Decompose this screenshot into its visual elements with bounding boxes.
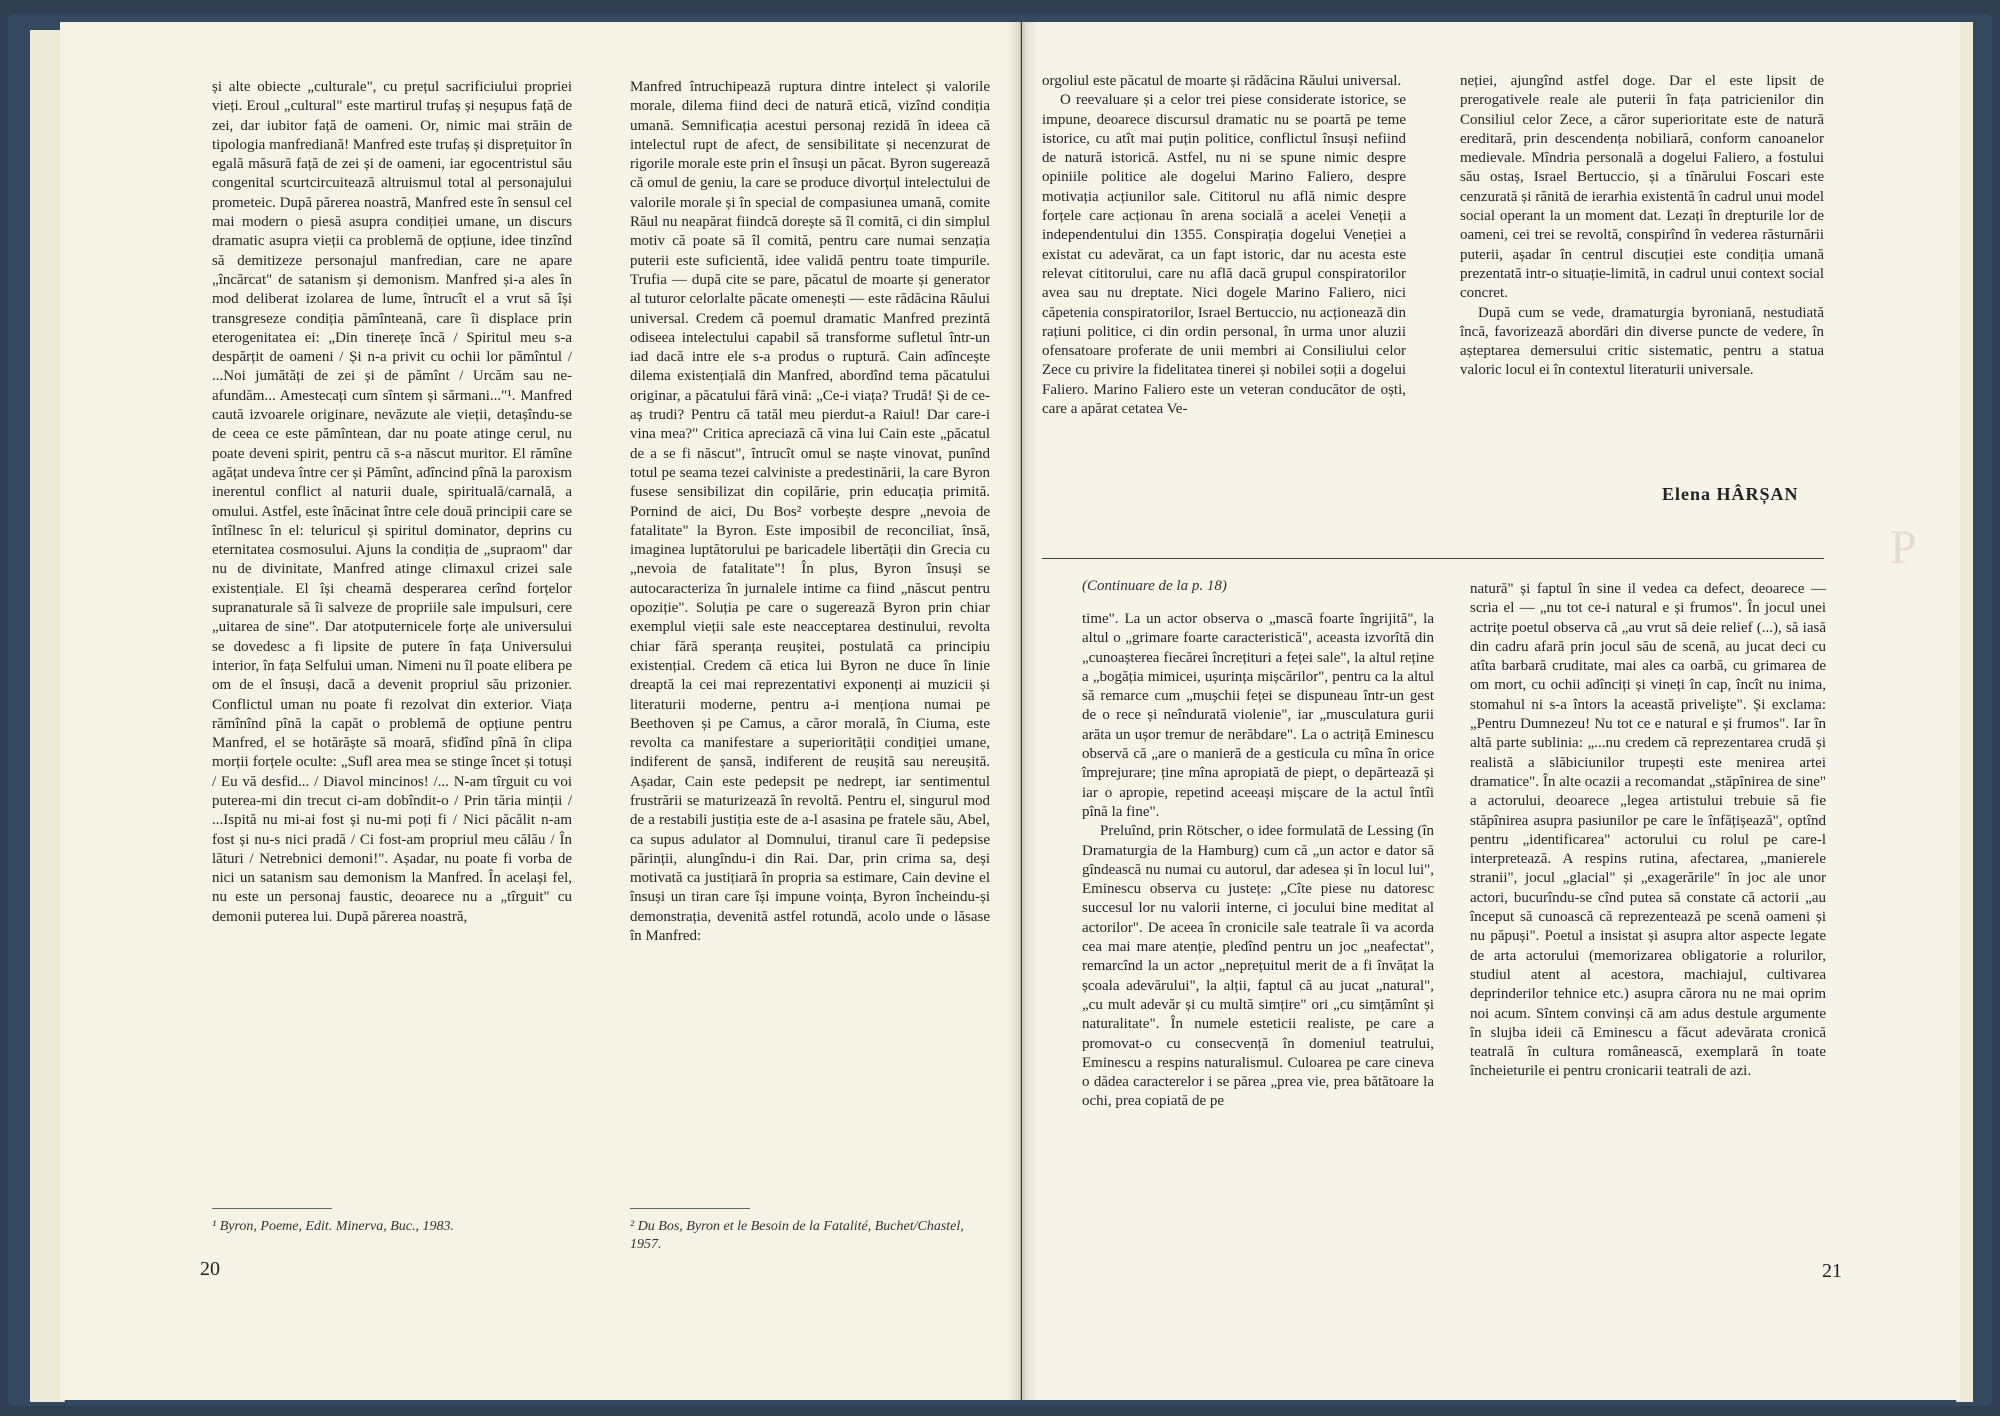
footnote-2: ² Du Bos, Byron et le Besoin de la Fatalité, Buchet/Chastel, 1957. bbox=[630, 1219, 964, 1252]
right-page-column-2 bbox=[1460, 72, 1824, 381]
footnote-rule-2 bbox=[630, 1208, 750, 1209]
faded-show-through-glyph: Р bbox=[1890, 521, 1917, 574]
right-page-column-1 bbox=[1042, 72, 1406, 419]
right-page bbox=[1022, 22, 1960, 1400]
right-page-column-3 bbox=[1082, 610, 1434, 1112]
paragraph: Manfred întruchipează ruptura dintre intelect și valorile morale, dilema fiind deci de natură etică, vizînd condiția umană. Semnificația acestui personaj rezidă în ideea că intelectul rupt de afect, de sensibilitate și necenzurat de rigorile morale este prin el însuși un păcat. Byron sugerează că omul de geniu, la care se produce divorțul intelectului de valorile morale și în special de compasiunea umană, comite Răul nu neapărat fiindcă dorește să îl comită, ci din simplul motiv că poate să îl comită, pentru care numai senzația puterii este suficientă, idee validă pentru toate timpurile. Trufia — după cite se pare, păcatul de moarte și generator al tuturor celorlalte păcate omenești — este rădăcina Răului universal. Credem că poemul dramatic Manfred prezintă odiseea intelectului capabil să transforme sufletul într-un iad dacă intre ele s-a produs o ruptură. Cain adîncește dilema existențială din Manfred, abordînd tema păcatului originar, a păcatului fără vină: „Ce-i viața? Trudă! Și de ce-aș trudi? Pentru că tatăl meu pierdut-a Raiul! Dar care-i vina mea?" Critica apreciază că vina lui Cain este „păcatul de a se fi născut", întrucît omul se naște vinovat, punînd totul pe seama tezei calviniste a predestinării, la care Byron fusese sensibilizat din copilărie, prin educația primită. Pornind de aici, Du Bos² vorbește despre „nevoia de fatalitate" la Byron. Este imposibil de reconciliat, însă, imaginea luptătorului pe baricadele libertății din Grecia cu „nevoia de fatalitate"! În plus, Byron însuși se autocaracteriza în jurnalele intime ca fiind „născut pentru opoziție". Soluția pe care o sugerează Byron prin chiar exemplul vieții sale este neacceptarea destinului, revolta chiar fără speranța reușitei, postulată ca principiu existențial. Credem că etica lui Byron ne duce în linie dreaptă la cei mai reprezentativi exponenți ai muzicii și literaturii moderne, pentru a-i menționa numai pe Beethoven și pe Camus, a căror morală, în Ciuma, este revolta ca manifestare a superiorității condiției umane, indiferent de șansă, indiferent de reușită sau nereușită. Așadar, Cain este pedepsit pe nedrept, iar sentimentul frustrării se maturizează în revoltă. Pentru el, singurul mod de a restabili justiția este de a-l asasina pe fratele său, Abel, ca supus adulator al Domnului, tiranul care îi pedepsise părinții, alungîndu-i din Rai. Dar, prin crima sa, deși motivată ca justițiară în propria sa estimare, Cain devine el însuși un tiran care își impune voința, Byron încheindu-și demonstrația, devenită astfel rotundă, acolo unde o lăsase în Manfred: bbox=[630, 79, 990, 945]
paragraph: După cum se vede, dramaturgia byroniană, nestudiată încă, favorizează abordări din diverse puncte de vedere, în așteptarea demersului critic sistematic, pentru a statua valoric locul ei în contextul literaturii universale. bbox=[1460, 304, 1824, 379]
paragraph: O reevaluare și a celor trei piese considerate istorice, se impune, deoarece discursul dramatic nu se poartă pe teme istorice, cu atît mai puțin politice, conflictul însuși nefiind de natură istorică. Astfel, nu ni se spune nimic despre opiniile politice ale dogelui Marino Faliero, despre motivația acțiunilor sale. Cititorul nu află nimic despre forțele care acționau în arena socială a acelei Veneții a independentului din 1355. Conspirația dogelui Veneției a existat cu adevărat, ca un fapt istoric, dar nu acesta este relevat cititorului, care nu află dacă grupul conspiratorilor avea sau nu dreptate. Nici dogele Marino Faliero, nici căpetenia conspiratorilor, Israel Bertuccio, nu acționează din rațiuni politice, ci din ordin personal, în urma unor aluzii ofensatoare proferate de unii membri ai Consiliului celor Zece cu privire la fidelitatea tinerei și nobilei soții a dogelui Faliero. Marino Faliero este un veteran conducător de oști, care a apărat cetatea Ve- bbox=[1042, 92, 1406, 418]
left-page-column-2 bbox=[630, 78, 990, 946]
left-page bbox=[60, 22, 1021, 1400]
footnote-1: ¹ Byron, Poeme, Edit. Minerva, Buc., 1983. bbox=[212, 1219, 455, 1234]
left-page-column-1 bbox=[212, 78, 572, 927]
section-divider bbox=[1042, 558, 1824, 559]
paragraph: Preluînd, prin Rötscher, o idee formulată de Lessing (în Dramaturgia de la Hamburg) cum că „un actor e dator să gîndească nu numai cu autorul, dar adesea și în locul lui", Eminescu observa cu justețe: „Cîte piese nu datoresc succesul lor nu valorii interne, ci jocului bine meditat al actorilor". De aceea în cronicile sale teatrale îi va acorda cea mai mare atenție, pledînd pentru un joc „neafectat", remarcînd la un actor „neprețuitul merit de a fi învățat la școala adevărului", la alții, faptul că au jucat „natural", „cu mult adevăr și cu multă simțire" ori „cu simțămînt și naturalitate". În numele esteticii realiste, pe care a promovat-o cu consecvență în domeniul teatrului, Eminescu a respins naturalismul. Culoarea pe care cineva o dădea caracterelor i se părea „prea vie, prea bătătoare la ochi, prea copiată de pe bbox=[1082, 823, 1434, 1110]
paragraph: și alte obiecte „culturale", cu prețul sacrificiului propriei vieți. Eroul „cultural" este martirul trufaș și neșupus față de zei, dar iubitor față de oameni. Or, nimic mai străin de tipologia manfrediană! Manfred este trufaș și disprețuitor în egală măsură față de zei și de oameni, iar egocentristul său congenital scurtcircuitează altruismul total al personajului prometeic. După părerea noastră, Manfred este în sensul cel mai modern o piesă asupra condiției umane, un discurs dramatic asupra vieții ca problemă de opțiune, idee tinzînd să demitizeze personajul manfredian, care ne apare „încărcat" de satanism și demonism. Manfred și-a ales în mod deliberat izolarea de lume, întrucît el a vrut să își transgreseze condiția pămînteană, care îi displace prin eterogenitatea ei: „Din tinerețe încă / Spiritul meu s-a despărțit de oameni / Și n-a privit cu ochii lor pămîntul / ...Noi jumătăți de zei și de pămînt / Urcăm sau ne-afundăm... Amestecați cum sîntem și sărmani..."¹. Manfred caută izvoarele originare, nevăzute ale vieții, detașîndu-se de ceea ce este pămîntean, dar nu poate atinge cerul, nu poate deveni spirit, pentru că s-a născut muritor. El rămîne agățat undeva între cer și Pămînt, adîncind pînă la paroxism inerentul conflict al naturii duale, spirituală/carnală, a omului. Astfel, este înăcinat între cele două principii care se întîlnesc în el: teluricul și spiritul dominator, deprins cu eternitatea cosmosului. Ajuns la condiția de „supraom" dar nu de divinitate, Manfred atinge climaxul crizei sale existențiale. El își cheamă desperarea cerînd forțelor supranaturale să îi salveze de propriile sale impulsuri, cere „uitarea de sine". Dar atotputernicele forțe ale universului se dovedesc a fi lipsite de putere în fața Universului interior, în fața Selfului uman. Nimeni nu îl poate elibera pe om de el însuși, dacă a devenit propriul său prizonier. Conflictul uman nu poate fi rezolvat din exterior. Viața rămînînd pînă la capăt o problemă de opțiune pentru Manfred, el se hotărăște să moară, sfidînd pînă în clipa morții forțele oculte: „Sufl area mea se stinge încet și totuși / Eu vă desfid... / Diavol mincinos! /... N-am tîrguit cu voi puterea-mi din trecut ci-am dobîndit-o / Prin tăria minții / ...Ispită nu mi-ai fost și nu-mi poți fi / Nici păcălit n-am fost și nu-s nici pradă / Ci fost-am propriul meu călău / În lături / Netrebnici demoni!". Așadar, nu poate fi vorba de nici un satanism sau demonism la Manfred. În același fel, nu este un personaj faustic, deoarece nu a „tîrguit" cu demonii puterea lui. După părerea noastră, bbox=[212, 79, 572, 925]
book-gutter bbox=[1008, 22, 1038, 1400]
paragraph: orgoliul este păcatul de moarte și rădăcina Răului universal. bbox=[1042, 73, 1402, 89]
page-number-right: 21 bbox=[1822, 1260, 1842, 1282]
article-signature: Elena HÂRȘAN bbox=[1662, 484, 1799, 504]
page-number-left: 20 bbox=[200, 1258, 220, 1280]
right-page-column-4 bbox=[1470, 580, 1826, 1082]
paragraph: time". La un actor observa o „mască foarte îngrijită", la altul o „grimare foarte caracteristică", aceasta izvorîtă din „cunoașterea fiecărei încrețituri a feței sale", la altul reține a „bogăția mimicei, ușurința mișcărilor", pentru ca la altul să remarce cum „mușchii feței se dispuneau într-un gest de o rece și neîndurată violenie", iar „musculatura gurii arăta un ușor tremur de nerăbdare". La o actriță Eminescu observă că „are o manieră de a gesticula cu mîna în orice împrejurare; ține mîna apropiată de piept, o depărtează și iar o apropie, repetind aceeași mișcare de la actul întîi pînă la fine". bbox=[1082, 611, 1434, 820]
paragraph: natură" și faptul în sine il vedea ca defect, deoarece — scria el — „nu tot ce-i natural e și frumos". În jocul unei actrițe poetul observa că „au vrut să deie relief (...), să iasă din cadru afară prin jocul său de scenă, au jucat deci cu atîta barbară cruditate, mai ales ca oarbă, cu grimarea de om mort, cu ochii adînciți și vineți în cap, încît nu inima, stomahul ni s-a întors la această privelişte". Și exclama: „Pentru Dumnezeu! Nu tot ce e natural e și frumos". Iar în altă parte sublinia: „...nu credem că reprezentarea crudă și realistă a slăbiciunilor trupești este menirea artei dramatice". În alte ocazii a recomandat „stăpînirea de sine" a actorului, deoarece „legea artistului trebuie să fie stăpînirea asupra pasiunilor pe care le înfățișează", optînd pentru „identificarea" actorului cu rolul pe care-l interpretează. A respins rutina, afectarea, „manierele stranii", jocul „glacial" și „exagerările" în joc ale unor actori, bucurîndu-se cînd putea să constate că actorii „au început să cunoască că reprezentează pe scenă oameni și nu păpuși". Poetul a insistat și asupra altor aspecte legate de arta actorului (memorizarea obligatorie a rolurilor, studiul atent al acestora, machiajul, cultivarea deprinderilor tehnice etc.) asupra cărora nu ne mai oprim noi acum. Sîntem convinși că am adus destule argumente în slujba ideii că Eminescu a făcut adevărata cronică teatrală în cultura românească, exemplară în toate încheieturile ei pentru cronicarii teatrali de azi. bbox=[1470, 581, 1826, 1080]
paragraph: neției, ajungînd astfel doge. Dar el este lipsit de prerogativele reale ale puterii în fața patricienilor din Consiliul celor Zece, a căror superioritate este de natură ereditară, prin descendența nobiliară, conform canoanelor medievale. Mîndria personală a dogelui Faliero, a fostului său ostaș, Israel Bertuccio, și a tînărului Foscari este cenzurată și rănită de ierarhia existentă în cadrul unui model social operant la un moment dat. Lezați în drepturile lor de oameni, cei trei se revoltă, conspirînd în vederea răsturnării puterii, așadar în centrul discuției este condiția umană prezentată intr-o situație-limită, in cadrul unui context social concret. bbox=[1460, 73, 1824, 302]
footnote-rule-1 bbox=[212, 1208, 332, 1209]
continuation-note: (Continuare de la p. 18) bbox=[1082, 578, 1227, 594]
